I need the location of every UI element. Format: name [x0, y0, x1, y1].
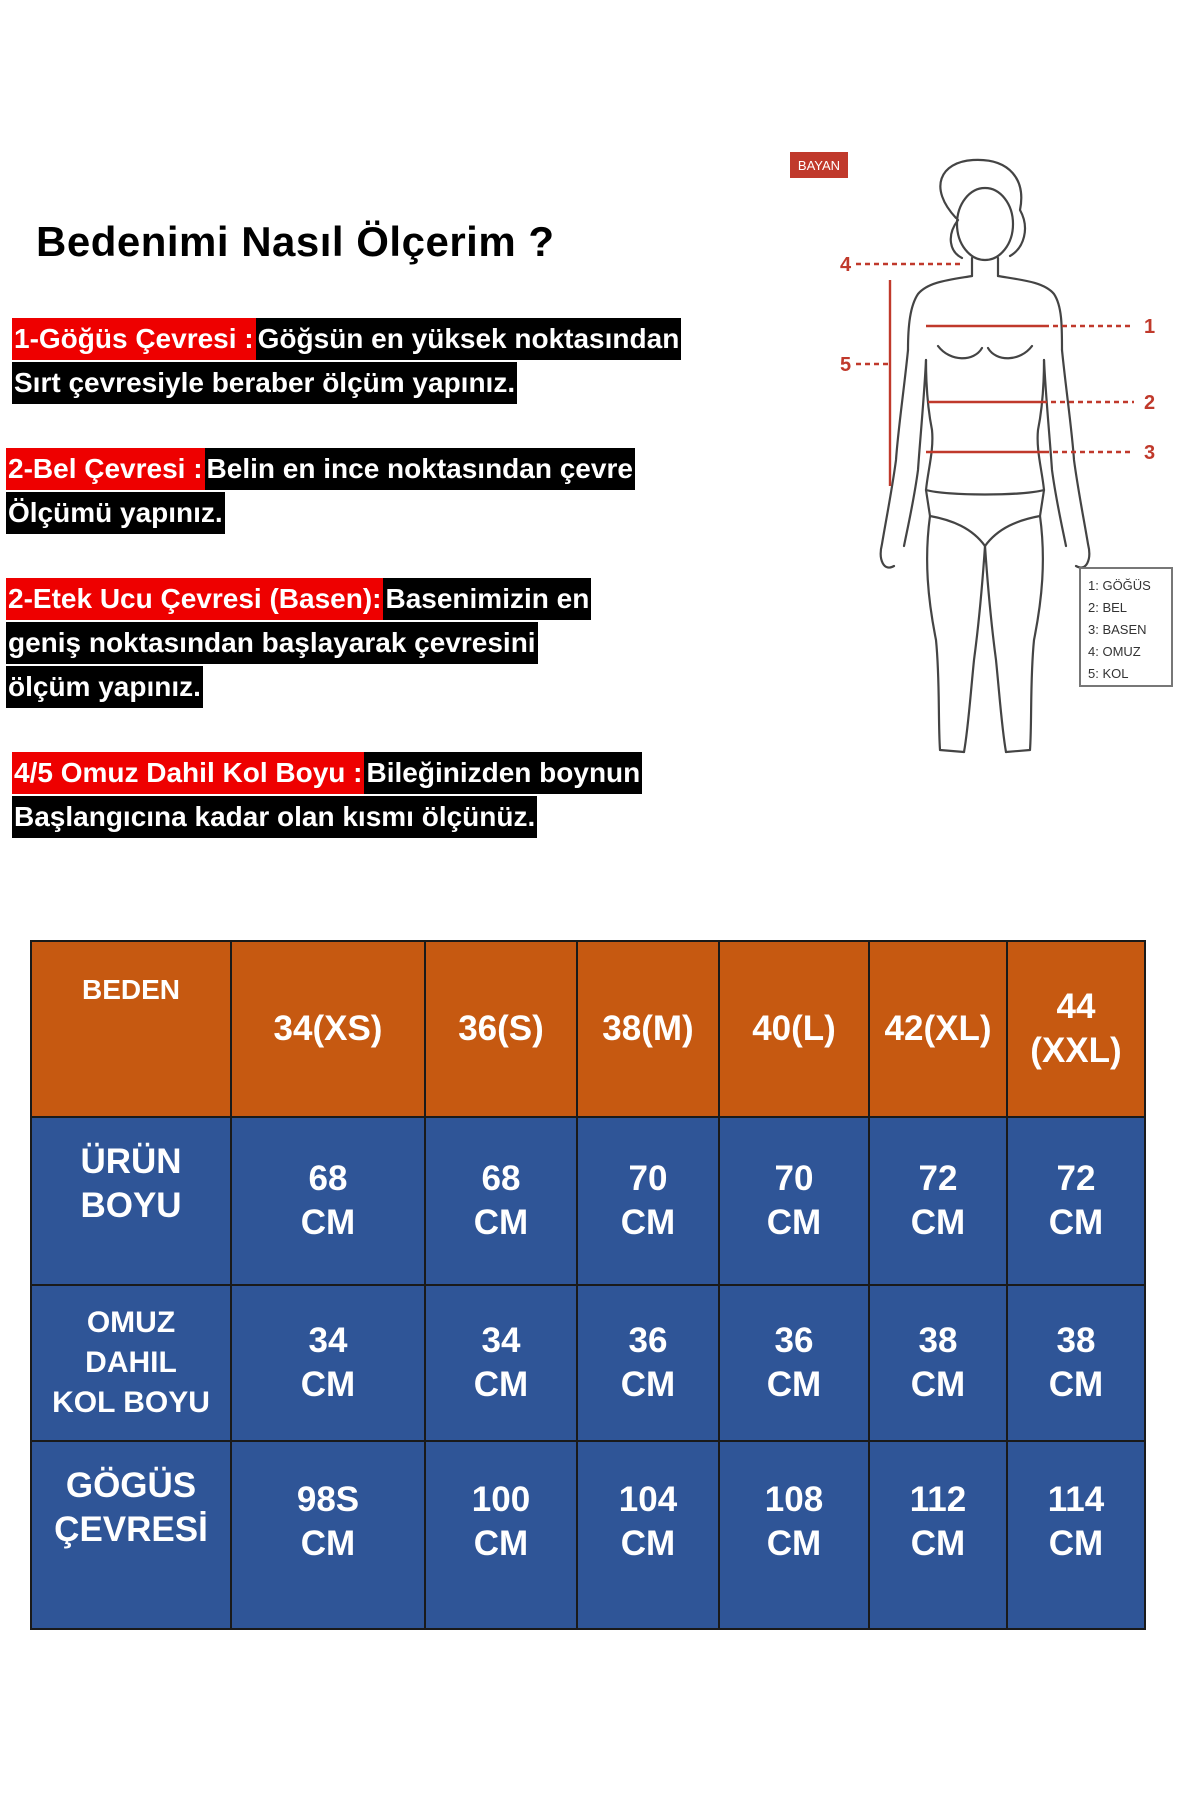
instruction-label: 1-Göğüs Çevresi : — [12, 318, 256, 360]
measurement-lines — [856, 264, 1134, 486]
instruction-kol-boyu — [12, 752, 642, 840]
row-label: GÖGÜS ÇEVRESİ — [31, 1441, 231, 1629]
instruction-bel — [6, 448, 635, 536]
table-cell: 34 CM — [425, 1285, 577, 1441]
page-title: Bedenimi Nasıl Ölçerim ? — [36, 218, 555, 265]
body-measurement-figure — [778, 140, 1188, 780]
table-cell: 36 CM — [577, 1285, 719, 1441]
instruction-text: Belin en ince noktasından çevre — [205, 448, 635, 490]
instruction-text: Ölçümü yapınız. — [6, 492, 225, 534]
table-cell: 112 CM — [869, 1441, 1007, 1629]
instruction-text: Sırt çevresiyle beraber ölçüm yapınız. — [12, 362, 517, 404]
marker-3: 3 — [1144, 442, 1156, 464]
marker-group — [840, 254, 1155, 464]
instruction-text: Göğsün en yüksek noktasından — [256, 318, 682, 360]
legend-item: 4: OMUZ — [1088, 644, 1141, 659]
table-cell: 68 CM — [425, 1117, 577, 1285]
size-header: 34(XS) — [231, 941, 425, 1117]
table-cell: 104 CM — [577, 1441, 719, 1629]
instruction-text: geniş noktasından başlayarak çevresini — [6, 622, 538, 664]
corner-header: BEDEN — [31, 941, 231, 1117]
marker-1: 1 — [1144, 316, 1156, 338]
instruction-basen — [6, 578, 591, 710]
legend-item: 5: KOL — [1088, 666, 1129, 681]
table-cell: 98S CM — [231, 1441, 425, 1629]
table-cell: 38 CM — [1007, 1285, 1145, 1441]
table-cell: 72 CM — [869, 1117, 1007, 1285]
table-cell: 68 CM — [231, 1117, 425, 1285]
table-header-row — [31, 941, 1145, 1117]
table-row-gogus-cevresi — [31, 1441, 1145, 1629]
table-row-omuz-dahil-kol-boyu — [31, 1285, 1145, 1441]
size-header: 36(S) — [425, 941, 577, 1117]
badge-text: BAYAN — [797, 158, 841, 173]
instruction-label: 2-Etek Ucu Çevresi (Basen): — [6, 578, 383, 620]
table-cell: 70 CM — [719, 1117, 869, 1285]
legend-item: 3: BASEN — [1088, 622, 1147, 637]
instruction-text: Başlangıcına kadar olan kısmı ölçünüz. — [12, 796, 537, 838]
row-label: ÜRÜN BOYU — [31, 1117, 231, 1285]
table-cell: 108 CM — [719, 1441, 869, 1629]
row-label: OMUZ DAHIL KOL BOYU — [31, 1285, 231, 1441]
marker-4: 4 — [840, 254, 852, 276]
size-header: 40(L) — [719, 941, 869, 1117]
table-cell: 36 CM — [719, 1285, 869, 1441]
table-cell: 100 CM — [425, 1441, 577, 1629]
instruction-text: Bileğinizden boynun — [364, 752, 642, 794]
table-cell: 70 CM — [577, 1117, 719, 1285]
size-header: 44 (XXL) — [1007, 941, 1145, 1117]
marker-2: 2 — [1144, 392, 1156, 414]
instruction-label: 2-Bel Çevresi : — [6, 448, 205, 490]
legend-item: 1: GÖĞÜS — [1088, 578, 1151, 593]
legend-item: 2: BEL — [1088, 600, 1128, 615]
instruction-label: 4/5 Omuz Dahil Kol Boyu : — [12, 752, 364, 794]
instruction-text: Basenimizin en — [383, 578, 591, 620]
woman-outline-icon — [881, 160, 1090, 752]
table-cell: 34 CM — [231, 1285, 425, 1441]
marker-5: 5 — [840, 354, 852, 376]
table-cell: 114 CM — [1007, 1441, 1145, 1629]
table-cell: 38 CM — [869, 1285, 1007, 1441]
size-chart-table — [30, 940, 1146, 1630]
table-cell: 72 CM — [1007, 1117, 1145, 1285]
instruction-gogus — [12, 318, 681, 406]
size-header: 42(XL) — [869, 941, 1007, 1117]
size-header: 38(M) — [577, 941, 719, 1117]
instruction-text: ölçüm yapınız. — [6, 666, 203, 708]
table-row-urun-boyu — [31, 1117, 1145, 1285]
